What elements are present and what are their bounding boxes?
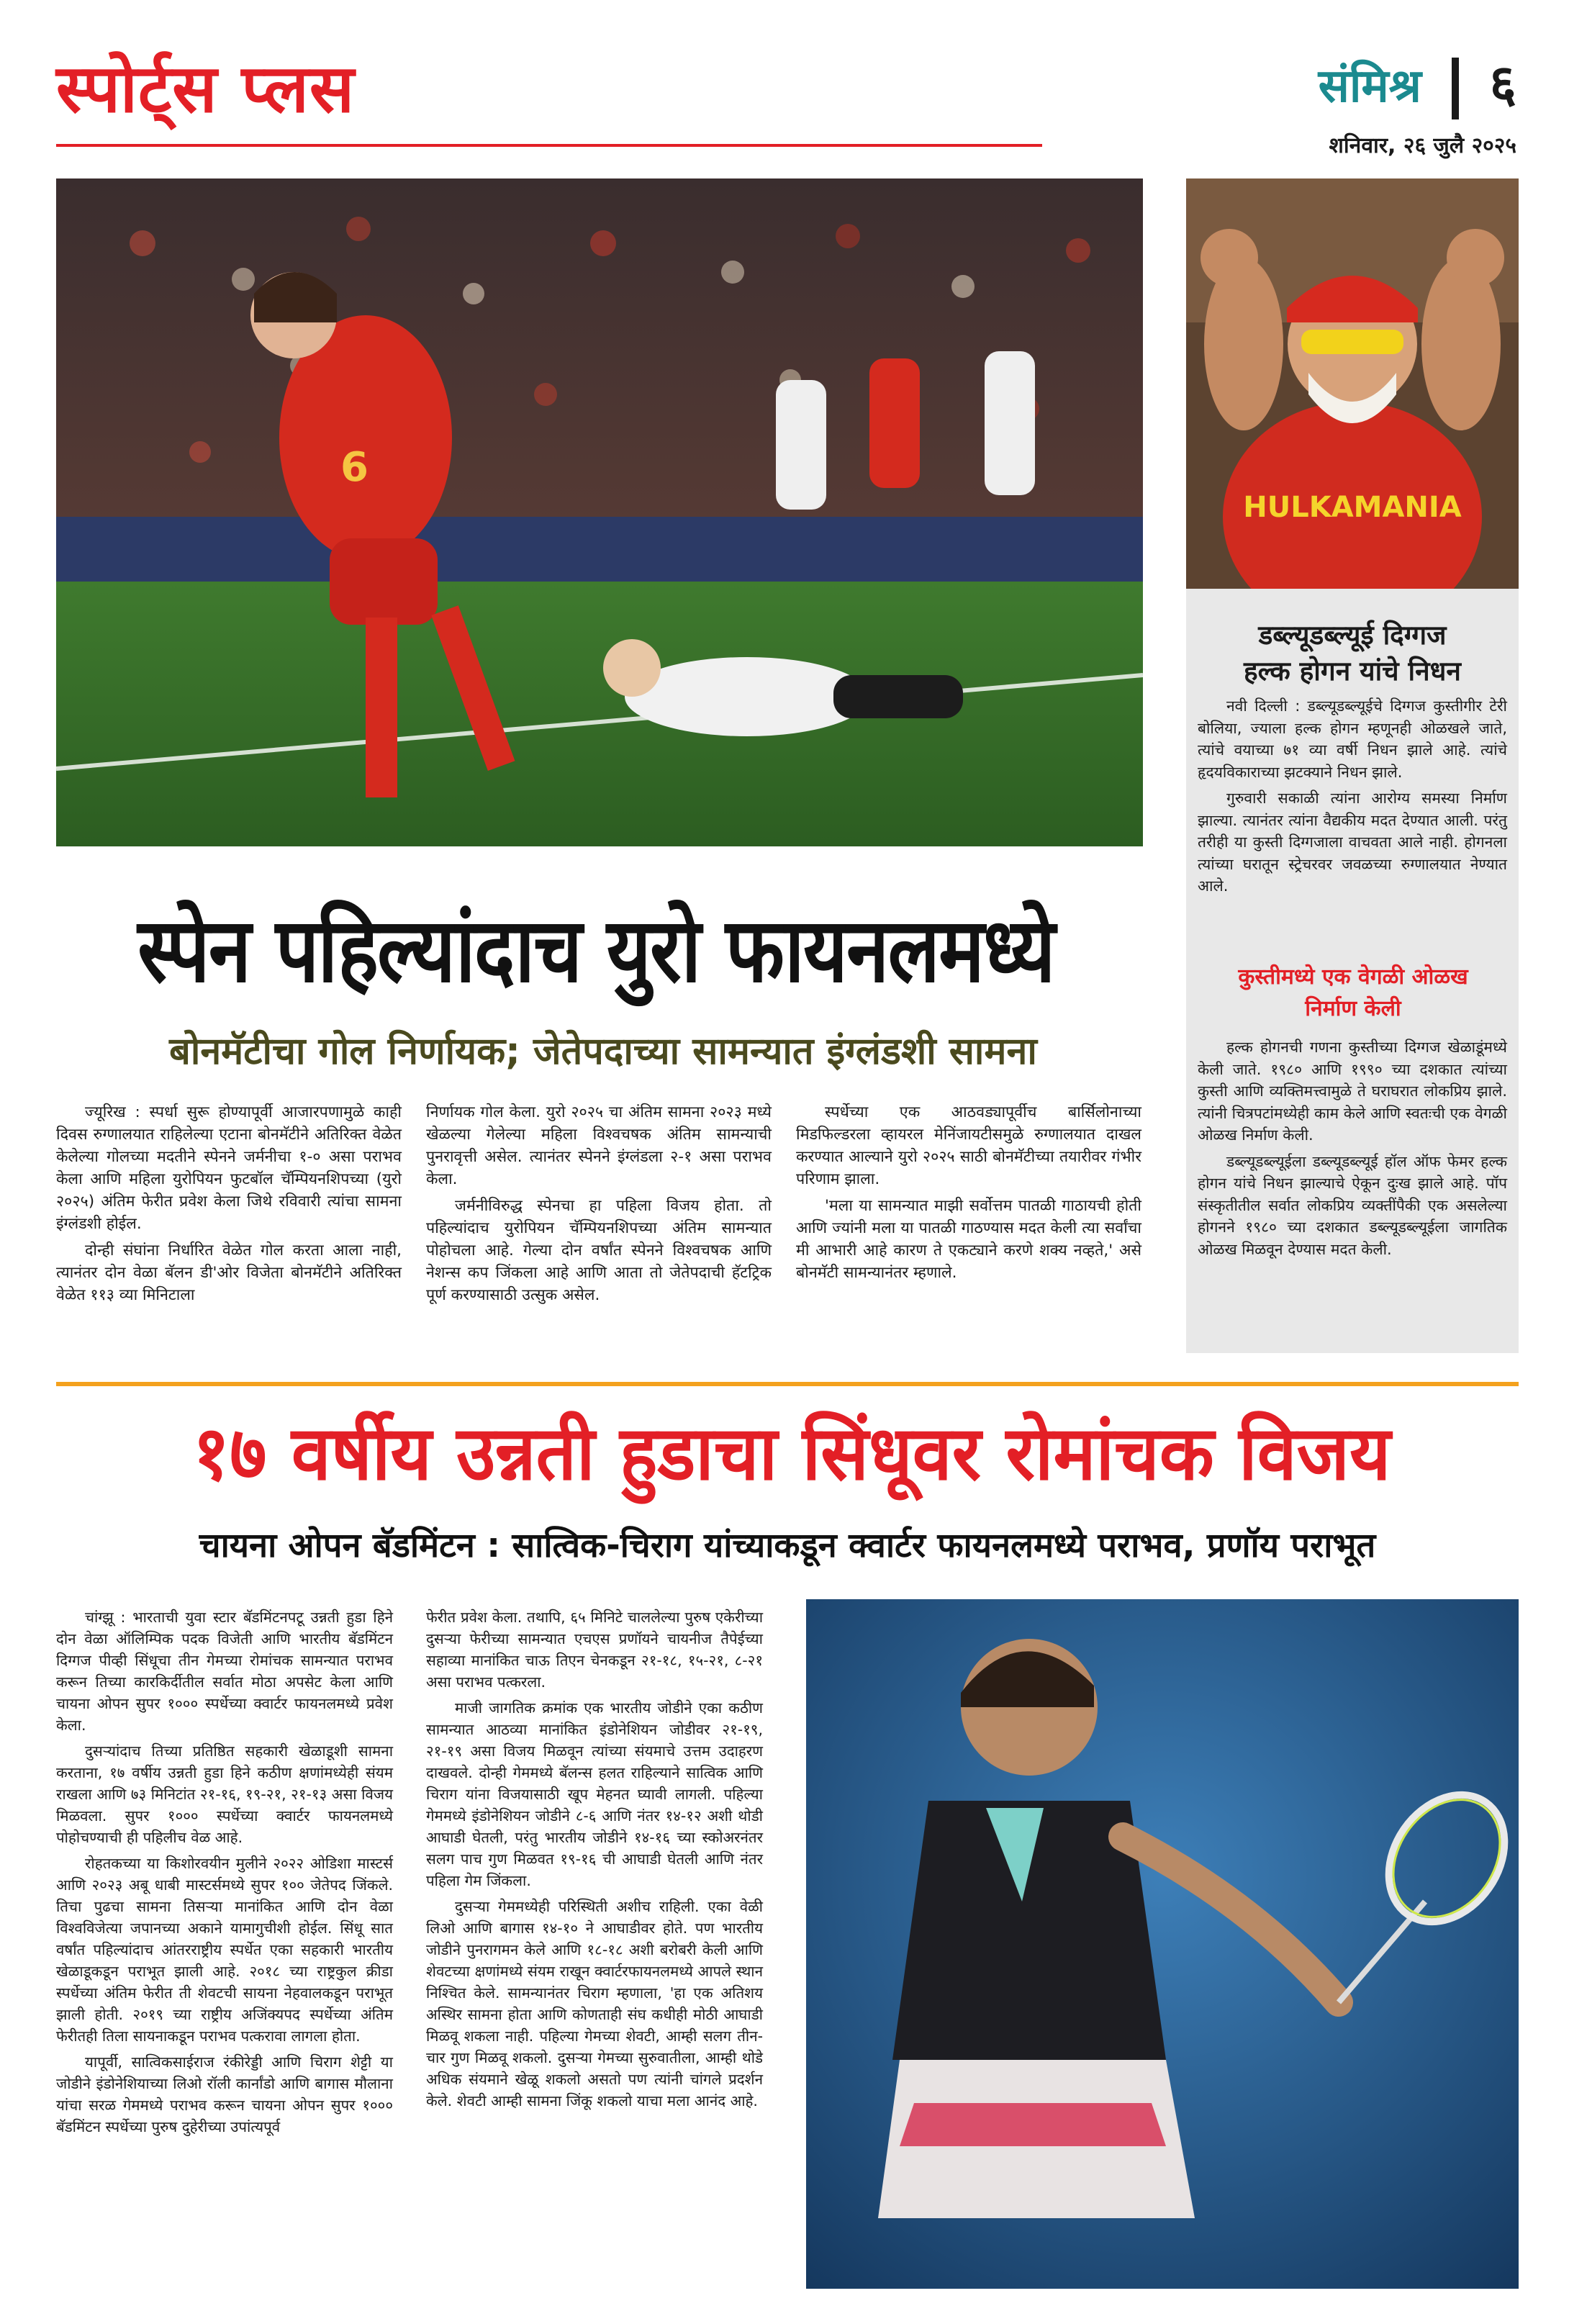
story2-column-1 xyxy=(56,1606,393,2142)
page-number: ६ xyxy=(1489,53,1516,114)
svg-text:6: 6 xyxy=(340,444,369,491)
svg-text:HULKAMANIA: HULKAMANIA xyxy=(1243,491,1462,524)
hulk-hogan-photo xyxy=(1186,178,1519,589)
sidebar-paragraph: हल्क होगनची गणना कुस्तीच्या दिग्गज खेळाडूंमध्ये केली जाते. १९८० आणि १९९० च्या दशकात त्यांच्या कुस्ती आणि व्यक्तिमत्त्वामुळे ते घराघरात लोकप्रिय झाले. त्यांनी चित्रपटांमध्येही काम केले आणि स्वतःची एक वेगळी ओळख निर्माण केली. xyxy=(1198,1039,1507,1144)
story1-paragraph: दोन्ही संघांना निर्धारित वेळेत गोल करता आला नाही, त्यानंतर दोन वेळा बॅलन डी'ओर विजेता बोनमॅटीने अतिरिक्त वेळेत ११३ व्या मिनिटाला xyxy=(56,1242,402,1304)
story2-paragraph: यापूर्वी, सात्विकसाईराज रंकीरेड्डी आणि चिराग शेट्टी या जोडीने इंडोनेशियाच्या लिओ रॉली कार्नांडो आणि बागास मौलाना यांचा सरळ गेममध्ये पराभव करून चायना ओपन सुपर १००० बॅडमिंटन स्पर्धेच्या पुरुष दुहेरीच्या उपांत्यपूर्व xyxy=(56,2053,393,2135)
section-divider xyxy=(1452,58,1459,119)
sidebar-headline xyxy=(1192,618,1513,689)
football-photo xyxy=(56,178,1143,846)
story2-paragraph: रोहतकच्या या किशोरवयीन मुलीने २०२२ ओडिशा मास्टर्स आणि २०२३ अबू धाबी मास्टर्समध्ये सुपर १०० जेतेपद जिंकले. तिचा पुढचा सामना तिसऱ्या मानांकित आणि दोन वेळा विश्वविजेत्या जपानच्या अकाने यामागुचीशी होईल. सिंधू सात वर्षांत पहिल्यांदाच आंतरराष्ट्रीय स्पर्धेत एका सहकारी भारतीय खेळाडूकडून पराभूत झाली आहे. २०१८ च्या राष्ट्रकुल क्रीडा स्पर्धेच्या अंतिम फेरीत ती शेवटची सायना नेहवालकडून पराभूत झाली होती. २०१९ च्या राष्ट्रीय अजिंक्यपद स्पर्धेच्या अंतिम फेरीतही तिला सायनाकडून पराभव पत्करावा लागला होता. xyxy=(56,1855,393,2045)
story2-headline: १७ वर्षीय उन्नती हुडाचा सिंधूवर रोमांचक विजय xyxy=(192,1409,1391,1497)
sidebar-paragraph: डब्ल्यूडब्ल्यूईला डब्ल्यूडब्ल्यूई हॉल ऑफ फेमर हल्क होगन यांचे निधन झाल्याचे ऐकून दुःख झाले आहे. पॉप संस्कृतीतील सर्वात लोकप्रिय व्यक्तींपैकी एक असलेल्या होगनने १९८० च्या दशकात डब्ल्यूडब्ल्यूईला जागतिक ओळख मिळवून देण्यास मदत केली. xyxy=(1198,1152,1507,1258)
story1-column-1 xyxy=(56,1101,402,1311)
story2-paragraph: दुसऱ्या गेममध्येही परिस्थिती अशीच राहिली. एका वेळी लिओ आणि बागास १४-१० ने आघाडीवर होते. पण भारतीय जोडीने पुनरागमन केले आणि १८-१८ अशी बरोबरी केली आणि शेवटच्या क्षणांमध्ये संयम राखून क्वार्टरफायनलमध्ये आपले स्थान निश्चित केले. सामन्यानंतर चिराग म्हणाला, 'हा एक अतिशय अस्थिर सामना होता आणि कोणताही संघ कधीही मोठी आघाडी मिळवू शकला नाही. पहिल्या गेमच्या शेवटी, आम्ही सलग तीन-चार गुण मिळवू शकलो. दुसऱ्या गेमच्या सुरुवातीला, आम्ही थोडे अधिक संयमाने खेळू शकलो असतो पण त्यांनी चांगले प्रदर्शन केले. शेवटी आम्ही सामना जिंकू शकलो याचा मला आनंद आहे. xyxy=(426,1898,763,2110)
story1-paragraph: ज्यूरिख : स्पर्धा सुरू होण्यापूर्वी आजारपणामुळे काही दिवस रुग्णालयात राहिलेल्या एटाना बोनमॅटीने अतिरिक्त वेळेत केलेल्या गोलच्या मदतीने स्पेनने जर्मनीचा १-० असा पराभव केला आणि महिला युरोपियन फुटबॉल चॅम्पियनशिपच्या (युरो २०२५) अंतिम फेरीत प्रवेश केला जिथे रविवारी त्यांचा सामना इंग्लंडशी होईल. xyxy=(56,1103,402,1233)
story1-paragraph: निर्णायक गोल केला. युरो २०२५ चा अंतिम सामना २०२३ मध्ये खेळल्या गेलेल्या महिला विश्वचषक अंतिम सामन्याची पुनरावृत्ती असेल. त्यानंतर स्पेनने इंग्लंडला २-१ असा पराभव केला. xyxy=(426,1103,772,1188)
sidebar-paragraph: नवी दिल्ली : डब्ल्यूडब्ल्यूईचे दिग्गज कुस्तीगीर टेरी बोलिया, ज्याला हल्क होगन म्हणूनही ओळखले जाते, त्यांचे वयाच्या ७१ व्या वर्षी निधन झाले आहे. त्यांचे हृदयविकाराच्या झटक्याने निधन झाले. xyxy=(1198,697,1507,781)
story1-paragraph: 'मला या सामन्यात माझी सर्वोत्तम पातळी गाठायची होती आणि ज्यांनी मला या पातळी गाठण्यास मदत केली त्या सर्वांचा मी आभारी आहे कारण ते एकट्याने करणे शक्य नव्हते,' असे बोनमॅटी सामन्यानंतर म्हणाले. xyxy=(796,1197,1141,1282)
story2-subheadline: चायना ओपन बॅडमिंटन : सात्विक-चिराग यांच्याकडून क्वार्टर फायनलमध्ये पराभव, प्रणॉय पराभूत xyxy=(199,1526,1376,1565)
story1-column-2 xyxy=(426,1101,772,1311)
sidebar-body-2 xyxy=(1198,1036,1507,1265)
sidebar-headline-line2: हल्क होगन यांचे निधन xyxy=(1244,656,1461,687)
story2-paragraph: दुसऱ्यांदाच तिच्या प्रतिष्ठित सहकारी खेळाडूशी सामना करताना, १७ वर्षीय उन्नती हुडा हिने कठीण क्षणांमध्येही संयम राखला आणि ७३ मिनिटांत २१-१६, १९-२१, २१-१३ असा विजय मिळवला. सुपर १००० स्पर्धेच्या क्वार्टर फायनलमध्ये पोहोचण्याची ही पहिलीच वेळ आहे. xyxy=(56,1742,393,1846)
masthead-underline xyxy=(56,144,1042,147)
story2-paragraph: माजी जागतिक क्रमांक एक भारतीय जोडीने एका कठीण सामन्यात आठव्या मानांकित इंडोनेशियन जोडीवर २१-१९, २१-१९ असा विजय मिळवून त्यांच्या संयमाचे उत्तम उदाहरण दाखवले. दोन्ही गेममध्ये बॅलन्स हलत राहिल्याने सात्विक आणि चिराग यांना विजयासाठी खूप मेहनत घ्यावी लागली. पहिल्या गेममध्ये इंडोनेशियन जोडीने ८-६ आणि नंतर १४-१२ अशी थोडी आघाडी घेतली, परंतु भारतीय जोडीने १४-१६ च्या स्कोअरनंतर सलग पाच गुण मिळवत १९-१६ ची आघाडी घेतली आणि नंतर पहिला गेम जिंकला. xyxy=(426,1699,763,1889)
sidebar-paragraph: गुरुवारी सकाळी त्यांना आरोग्य समस्या निर्माण झाल्या. त्यानंतर त्यांना वैद्यकीय मदत देण्यात आली. परंतु तरीही या कुस्ती दिग्गजाला वाचवता आले नाही. होगनला त्यांच्या घरातून स्ट्रेचरवर जवळच्या रुग्णालयात नेण्यात आले. xyxy=(1198,790,1507,895)
masthead-title: स्पोर्ट्स प्लस xyxy=(56,50,356,127)
badminton-photo-illustration xyxy=(806,1599,1519,2289)
sidebar-headline-line1: डब्ल्यूडब्ल्यूई दिग्गज xyxy=(1258,620,1447,651)
story1-paragraph: स्पर्धेच्या एक आठवड्यापूर्वीच बार्सिलोनाच्या मिडफिल्डरला व्हायरल मेनिंजायटीसमुळे रुग्णालयात दाखल करण्यात आल्याने युरो २०२५ साठी बोनमॅटीच्या तयारीवर गंभीर परिणाम झाला. xyxy=(796,1103,1141,1188)
section-name: संमिश्र xyxy=(1318,60,1421,113)
story2-paragraph: फेरीत प्रवेश केला. तथापि, ६५ मिनिटे चाललेल्या पुरुष एकेरीच्या दुसऱ्या फेरीच्या सामन्यात एचएस प्रणॉयने चायनीज तैपेईच्या सहाव्या मानांकित चाऊ तिएन चेनकडून २१-१८, १५-२१, ८-२१ असा पराभव पत्करला. xyxy=(426,1609,763,1691)
dateline: शनिवार, २६ जुलै २०२५ xyxy=(1329,133,1516,158)
sidebar-body-1 xyxy=(1198,695,1507,902)
story2-paragraph: चांग्झू : भारताची युवा स्टार बॅडमिंटनपटू उन्नती हुडा हिने दोन वेळा ऑलिम्पिक पदक विजेती आणि भारतीय बॅडमिंटन दिग्गज पीव्ही सिंधूचा तीन गेमच्या रोमांचक सामन्यात पराभव करून तिच्या कारकिर्दीतील सर्वात मोठा अपसेट केला आणि चायना ओपन सुपर १००० स्पर्धेच्या क्वार्टर फायनलमध्ये प्रवेश केला. xyxy=(56,1609,393,1734)
story2-column-2 xyxy=(426,1606,763,2116)
football-photo-illustration xyxy=(56,178,1143,846)
story1-column-3 xyxy=(796,1101,1141,1288)
hulk-hogan-illustration xyxy=(1186,178,1519,589)
sidebar-subhead: कुस्तीमध्ये एक वेगळी ओळख निर्माण केली xyxy=(1238,964,1468,1021)
badminton-photo xyxy=(806,1599,1519,2289)
story1-paragraph: जर्मनीविरुद्ध स्पेनचा हा पहिला विजय होता. तो पहिल्यांदाच युरोपियन चॅम्पियनशिपच्या अंतिम सामन्यात पोहोचला आहे. गेल्या दोन वर्षांत स्पेनने विश्वचषक आणि नेशन्स कप जिंकला आहे आणि आता तो जेतेपदाची हॅटट्रिक पूर्ण करण्यासाठी उत्सुक असेल. xyxy=(426,1197,772,1304)
story1-headline: स्पेन पहिल्यांदाच युरो फायनलमध्ये xyxy=(137,899,1054,1003)
section-divider-rule xyxy=(56,1382,1519,1386)
story1-subheadline: बोनमॅटीचा गोल निर्णायक; जेतेपदाच्या सामन्यात इंग्लंडशी सामना xyxy=(169,1030,1037,1073)
